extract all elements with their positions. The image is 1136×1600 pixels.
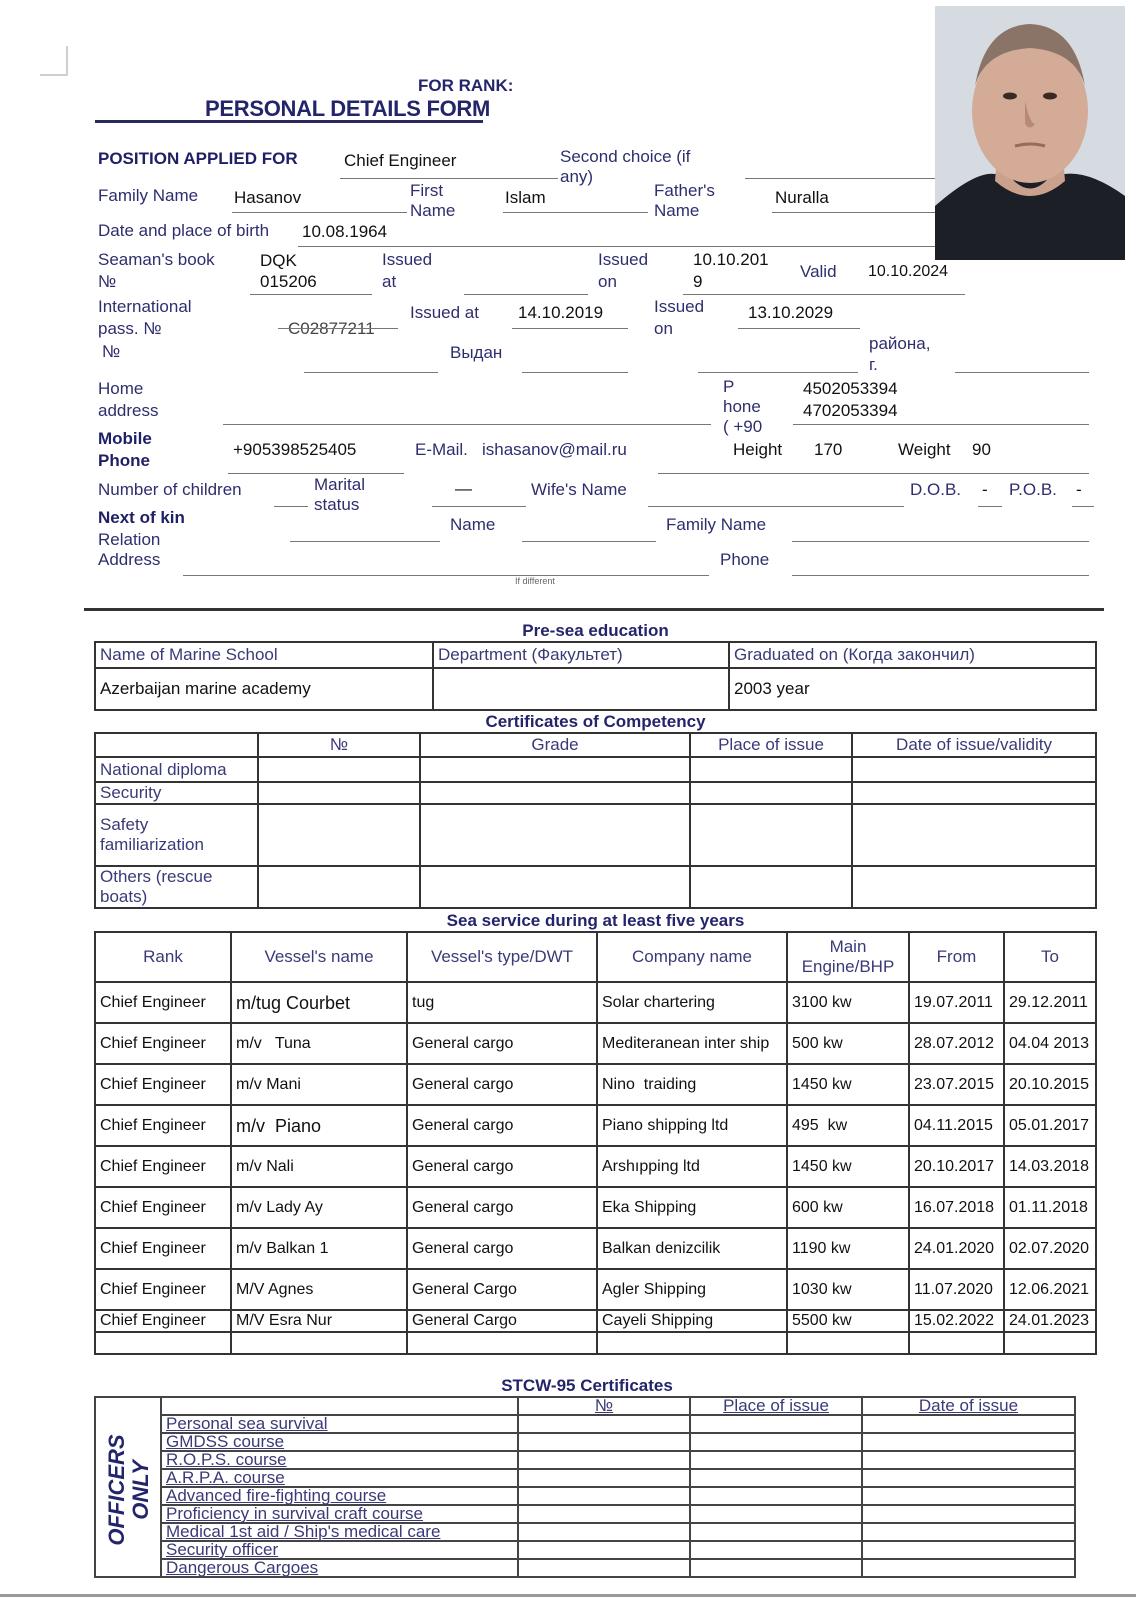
sea-header-vessel-type: Vessel's type/DWT xyxy=(407,932,597,982)
table-row: R.O.P.S. course xyxy=(95,1451,1075,1469)
address-label: Address xyxy=(98,550,161,569)
relation-label: Relation xyxy=(98,530,161,549)
nok-name-field[interactable] xyxy=(522,541,656,542)
coc-row-label: Safety familiarization xyxy=(95,804,258,866)
phone-value-2[interactable]: 4702053394 xyxy=(803,401,898,420)
nok-family-name-field[interactable] xyxy=(792,541,1089,542)
mobile-phone-label: Mobile xyxy=(98,429,152,448)
weight-value[interactable]: 90 xyxy=(972,440,991,459)
coc-header-no: № xyxy=(258,733,420,757)
email-label: E-Mail. xyxy=(415,440,468,459)
table-row: Chief Engineer m/tug Courbet tug Solar chartering 3100 kw 19.07.2011 29.12.2011 xyxy=(95,982,1096,1023)
table-row: Advanced fire-fighting course xyxy=(95,1487,1075,1505)
children-label: Number of children xyxy=(98,480,242,499)
position-applied-label: POSITION APPLIED FOR xyxy=(98,149,298,168)
sb-valid-label: Valid xyxy=(800,262,837,281)
home-address-field[interactable] xyxy=(223,424,711,425)
officers-only-label: OFFICERS ONLY xyxy=(104,1434,153,1546)
fathers-name-value[interactable]: Nuralla xyxy=(775,188,829,207)
table-row: Chief Engineer M/V Esra Nur General Cargo Cayeli Shipping 5500 kw 15.02.2022 24.01.2023 xyxy=(95,1310,1096,1332)
pob-label: P.O.B. xyxy=(1009,480,1057,499)
table-row: Chief Engineer m/v Mani General cargo Nino traiding 1450 kw 23.07.2015 20.10.2015 xyxy=(95,1064,1096,1105)
ip-issued-on-label: Issued xyxy=(654,297,705,316)
edu-header-graduated: Graduated on (Когда закончил) xyxy=(729,642,1096,668)
coc-header-place: Place of issue xyxy=(690,733,852,757)
sea-header-engine: Main Engine/BHP xyxy=(787,932,909,982)
table-row: A.R.P.A. course xyxy=(95,1469,1075,1487)
phone-value-1[interactable]: 4502053394 xyxy=(803,379,898,398)
table-row: Proficiency in survival craft course xyxy=(95,1505,1075,1523)
seamans-book-value[interactable]: DQK xyxy=(260,251,297,270)
wife-name-field[interactable] xyxy=(648,506,904,507)
second-choice-label: Second choice (if xyxy=(560,147,691,166)
if-different-note: If different xyxy=(515,576,555,586)
section-divider xyxy=(84,608,1104,611)
table-row: Chief Engineer m/v Nali General cargo Arshıpping ltd 1450 kw 20.10.2017 14.03.2018 xyxy=(95,1146,1096,1187)
table-row: Chief Engineer m/v Balkan 1 General cargo Balkan denizcilik 1190 kw 24.01.2020 02.07.2020 xyxy=(95,1228,1096,1269)
intl-pass-value[interactable]: C02877211 xyxy=(288,319,375,338)
marital-status-label: Marital xyxy=(314,475,366,494)
sb-valid-value[interactable]: 10.10.2024 xyxy=(868,263,949,280)
family-name-label: Family Name xyxy=(98,186,199,205)
table-row: Chief Engineer m/v Tuna General cargo Mediteranean inter ship 500 kw 28.07.2012 04.04 2013 xyxy=(95,1023,1096,1064)
nok-name-label: Name xyxy=(450,515,496,534)
local-no-label: № xyxy=(102,342,121,361)
table-row: Chief Engineer M/V Agnes General Cargo Agler Shipping 1030 kw 11.07.2020 12.06.2021 xyxy=(95,1269,1096,1310)
sea-header-to: To xyxy=(1004,932,1096,982)
vydan-label: Выдан xyxy=(450,343,503,362)
sb-issued-at-label: Issued xyxy=(382,250,433,269)
intl-pass-label: International xyxy=(98,297,192,316)
second-choice-label-cont: any) xyxy=(560,167,594,186)
table-row: Medical 1st aid / Ship's medical care xyxy=(95,1523,1075,1541)
edu-header-school: Name of Marine School xyxy=(95,642,433,668)
dob-value[interactable]: 10.08.1964 xyxy=(302,222,388,241)
applicant-photo xyxy=(935,6,1125,260)
dob-label: Date and place of birth xyxy=(98,221,270,240)
page-corner-mark xyxy=(40,46,68,76)
height-value[interactable]: 170 xyxy=(814,440,843,459)
table-row: Security officer xyxy=(95,1541,1075,1559)
sea-header-from: From xyxy=(909,932,1004,982)
table-row: Personal sea survival xyxy=(95,1415,1075,1433)
ip-issued-on-value[interactable]: 13.10.2029 xyxy=(748,303,834,322)
stcw-header-date: Date of issue xyxy=(862,1397,1075,1415)
ip-issued-at-label: Issued at xyxy=(410,303,479,322)
position-applied-value[interactable]: Chief Engineer xyxy=(344,151,457,170)
edu-department-value[interactable] xyxy=(433,668,729,710)
sb-issued-on-value[interactable]: 10.10.201 xyxy=(693,250,769,269)
sea-header-company: Company name xyxy=(597,932,787,982)
table-row: Dangerous Cargoes xyxy=(95,1559,1075,1577)
sea-service-table xyxy=(94,931,1097,1355)
relation-field[interactable] xyxy=(290,541,440,542)
fathers-name-label: Father's xyxy=(654,181,715,200)
sb-issued-on-label: Issued xyxy=(598,250,649,269)
email-value[interactable]: ishasanov@mail.ru xyxy=(482,440,627,459)
stcw-header-no: № xyxy=(518,1397,690,1415)
form-title: PERSONAL DETAILS FORM xyxy=(205,96,491,121)
pob-value[interactable]: - xyxy=(1076,480,1082,499)
table-row: Chief Engineer m/v Piano General cargo Piano shipping ltd 495 kw 04.11.2015 05.01.2017 xyxy=(95,1105,1096,1146)
table-row xyxy=(95,757,1096,782)
mobile-phone-value[interactable]: +905398525405 xyxy=(233,440,357,459)
vydan-field[interactable] xyxy=(522,372,628,373)
sea-header-vessel-name: Vessel's name xyxy=(231,932,407,982)
coc-header-grade: Grade xyxy=(420,733,690,757)
coc-row-label: Others (rescue boats) xyxy=(95,866,258,908)
second-choice-field[interactable] xyxy=(745,178,935,179)
coc-row-label: Security xyxy=(95,782,258,804)
home-address-label: Home xyxy=(98,379,144,398)
education-title: Pre-sea education xyxy=(522,621,669,640)
weight-label: Weight xyxy=(898,440,951,459)
first-name-label: First xyxy=(410,181,444,200)
table-row xyxy=(95,804,1096,866)
table-row xyxy=(95,782,1096,804)
dob2-label: D.O.B. xyxy=(910,480,962,499)
table-row: Chief Engineer m/v Lady Ay General cargo Eka Shipping 600 kw 16.07.2018 01.11.2018 xyxy=(95,1187,1096,1228)
next-of-kin-label: Next of kin xyxy=(98,508,185,527)
sea-service-title: Sea service during at least five years xyxy=(446,911,745,930)
first-name-value[interactable]: Islam xyxy=(505,188,546,207)
page-bottom-edge xyxy=(0,1594,1136,1597)
stcw-title: STCW-95 Certificates xyxy=(501,1376,673,1395)
title-underline xyxy=(95,120,483,123)
coc-header-date: Date of issue/validity xyxy=(852,733,1096,757)
sb-issued-at-field[interactable] xyxy=(464,294,588,295)
coc-row-label: National diploma xyxy=(95,757,258,782)
nok-family-name-label: Family Name xyxy=(666,515,767,534)
ip-issued-at-value[interactable]: 14.10.2019 xyxy=(518,303,604,322)
address-phone-label: Phone xyxy=(720,550,770,569)
address-phone-field[interactable] xyxy=(792,575,1089,576)
competency-table xyxy=(94,732,1097,909)
table-row: GMDSS course xyxy=(95,1433,1075,1451)
sea-header-rank: Rank xyxy=(95,932,231,982)
family-name-value[interactable]: Hasanov xyxy=(234,188,302,207)
seamans-book-label: Seaman's book xyxy=(98,250,215,269)
edu-school-value[interactable]: Azerbaijan marine academy xyxy=(95,668,433,710)
stcw-header-place: Place of issue xyxy=(690,1397,862,1415)
children-field[interactable] xyxy=(274,506,308,507)
height-label: Height xyxy=(733,440,783,459)
table-row xyxy=(95,866,1096,908)
edu-graduated-value[interactable]: 2003 year xyxy=(729,668,1096,710)
for-rank-label: FOR RANK: xyxy=(418,76,514,95)
raiona-label: района, xyxy=(869,334,931,353)
edu-header-department: Department (Факультет) xyxy=(433,642,729,668)
marital-status-value[interactable]: — xyxy=(455,479,472,498)
local-no-field[interactable] xyxy=(304,372,438,373)
address-field[interactable] xyxy=(183,575,709,576)
wife-name-label: Wife's Name xyxy=(531,480,627,499)
dob2-value[interactable]: - xyxy=(982,480,988,499)
stcw-table xyxy=(94,1396,1076,1578)
competency-title: Certificates of Competency xyxy=(485,712,706,731)
education-table xyxy=(94,641,1097,711)
table-row xyxy=(95,1332,1096,1354)
phone-label: P xyxy=(723,377,735,396)
